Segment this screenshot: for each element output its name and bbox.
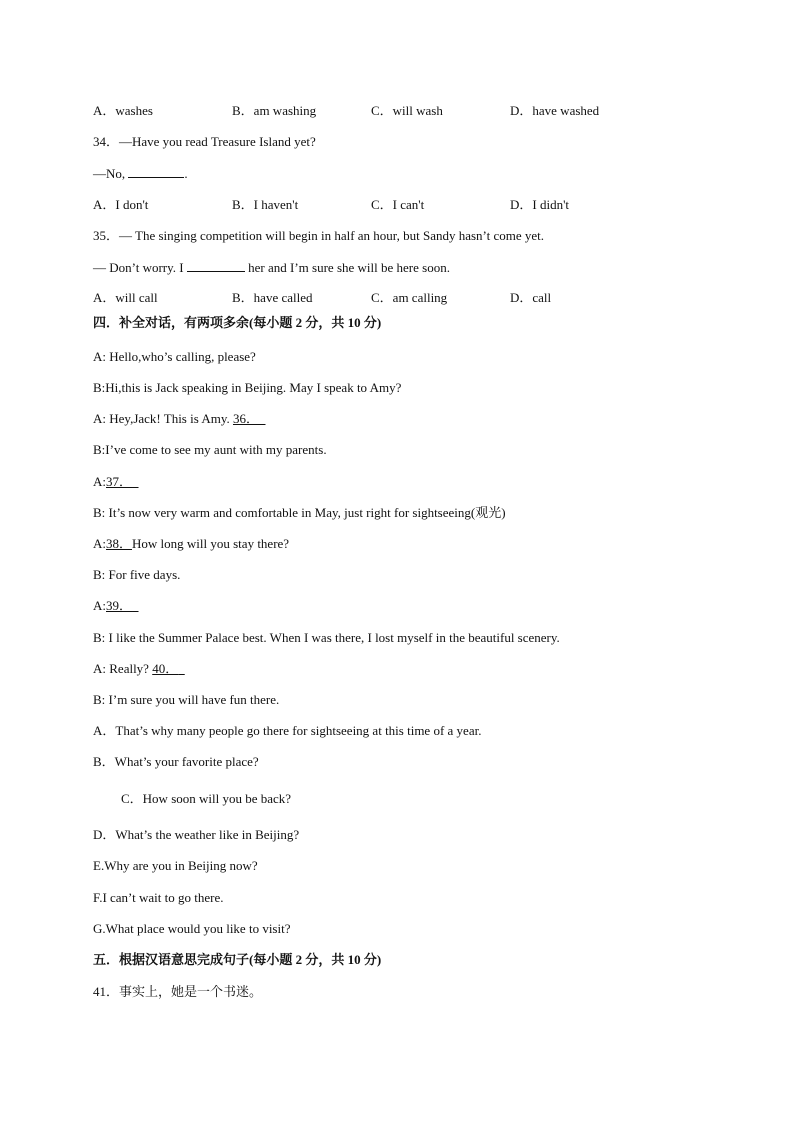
q34-option-a[interactable]: A．I don't [93,197,149,212]
choice-a[interactable]: A．That’s why many people go there for sightseeing at this time of a year. [93,723,482,738]
choice-d[interactable]: D．What’s the weather like in Beijing? [93,827,300,842]
choice-f[interactable]: F.I can’t wait to go there. [93,890,224,905]
q34-option-b[interactable]: B．I haven't [232,197,299,212]
q35-reply-prefix: — Don’t worry. I [93,260,184,275]
dialogue-text: A: Really? [93,661,153,676]
dialogue-text: B:Hi,this is Jack speaking in Beijing. May I speak to Amy? [93,380,402,395]
dialogue-line [93,505,506,521]
q35-option-a[interactable]: A．will call [93,290,158,305]
q33-option-c[interactable]: C．will wash [371,103,443,118]
dialogue-text: A: [93,598,106,613]
q35-reply [93,259,450,276]
q35-answer-blank[interactable] [187,259,245,272]
dialogue-line [93,536,289,552]
q33-option-d[interactable]: D．have washed [510,103,600,118]
dialogue-line [93,411,266,427]
choice-e[interactable]: E.Why are you in Beijing now? [93,858,258,873]
q34-option-d[interactable]: D．I didn't [510,197,570,212]
dialogue-line [93,442,327,458]
q35-option-d[interactable]: D．call [510,290,552,305]
dialogue-text: How long will you stay there? [132,536,290,551]
dialogue-line [93,661,185,677]
dialogue-line [93,567,180,583]
section4-heading: 四．补全对话，有两项多余(每小题 2 分，共 10 分) [93,315,382,330]
blank-39[interactable]: 39． [106,598,133,613]
q35-option-b[interactable]: B．have called [232,290,313,305]
q34-stem: 34．—Have you read Treasure Island yet? [93,134,316,149]
choice-b[interactable]: B．What’s your favorite place? [93,754,259,769]
q33-option-a[interactable]: A．washes [93,103,153,118]
q41-stem: 41．事实上，她是一个书迷。 [93,984,263,999]
choice-g[interactable]: G.What place would you like to visit? [93,921,291,936]
blank-36[interactable]: 36． [232,411,259,426]
dialogue-line [93,598,139,614]
blank-37[interactable]: 37． [106,474,133,489]
dialogue-text: A: Hello,who’s calling, please? [93,349,256,364]
q33-option-b[interactable]: B．am washing [232,103,317,118]
q34-reply-prefix: —No, [93,166,126,181]
dialogue-text: B: It’s now very warm and comfortable in May, just right for sightseeing(观光) [93,505,506,520]
dialogue-text: A: [93,536,106,551]
dialogue-text: A: [93,474,106,489]
dialogue-line [93,692,279,708]
q34-option-c[interactable]: C．I can't [371,197,425,212]
q34-reply [93,165,188,182]
choice-c[interactable]: C．How soon will you be back? [121,791,292,806]
q35-reply-suffix: her and I’m sure she will be here soon. [248,260,450,275]
dialogue-line [93,630,560,646]
q35-option-c[interactable]: C．am calling [371,290,448,305]
dialogue-text: B: For five days. [93,567,181,582]
dialogue-line [93,380,401,396]
dialogue-text: B:I’ve come to see my aunt with my parents. [93,442,327,457]
section5-heading: 五．根据汉语意思完成句子(每小题 2 分，共 10 分) [93,952,382,967]
dialogue-line [93,349,256,365]
dialogue-text: B: I like the Summer Palace best. When I was there, I lost myself in the beautiful scenery. [93,630,560,645]
dialogue-line [93,474,139,490]
dialogue-text: B: I’m sure you will have fun there. [93,692,280,707]
blank-40[interactable]: 40． [152,661,179,676]
dialogue-text: A: Hey,Jack! This is Amy. [93,411,233,426]
q34-answer-blank[interactable] [128,165,184,178]
q34-reply-suffix: . [184,166,188,181]
q35-stem: 35．— The singing competition will begin in half an hour, but Sandy hasn’t come yet. [93,228,545,243]
blank-38[interactable]: 38． [106,536,133,551]
